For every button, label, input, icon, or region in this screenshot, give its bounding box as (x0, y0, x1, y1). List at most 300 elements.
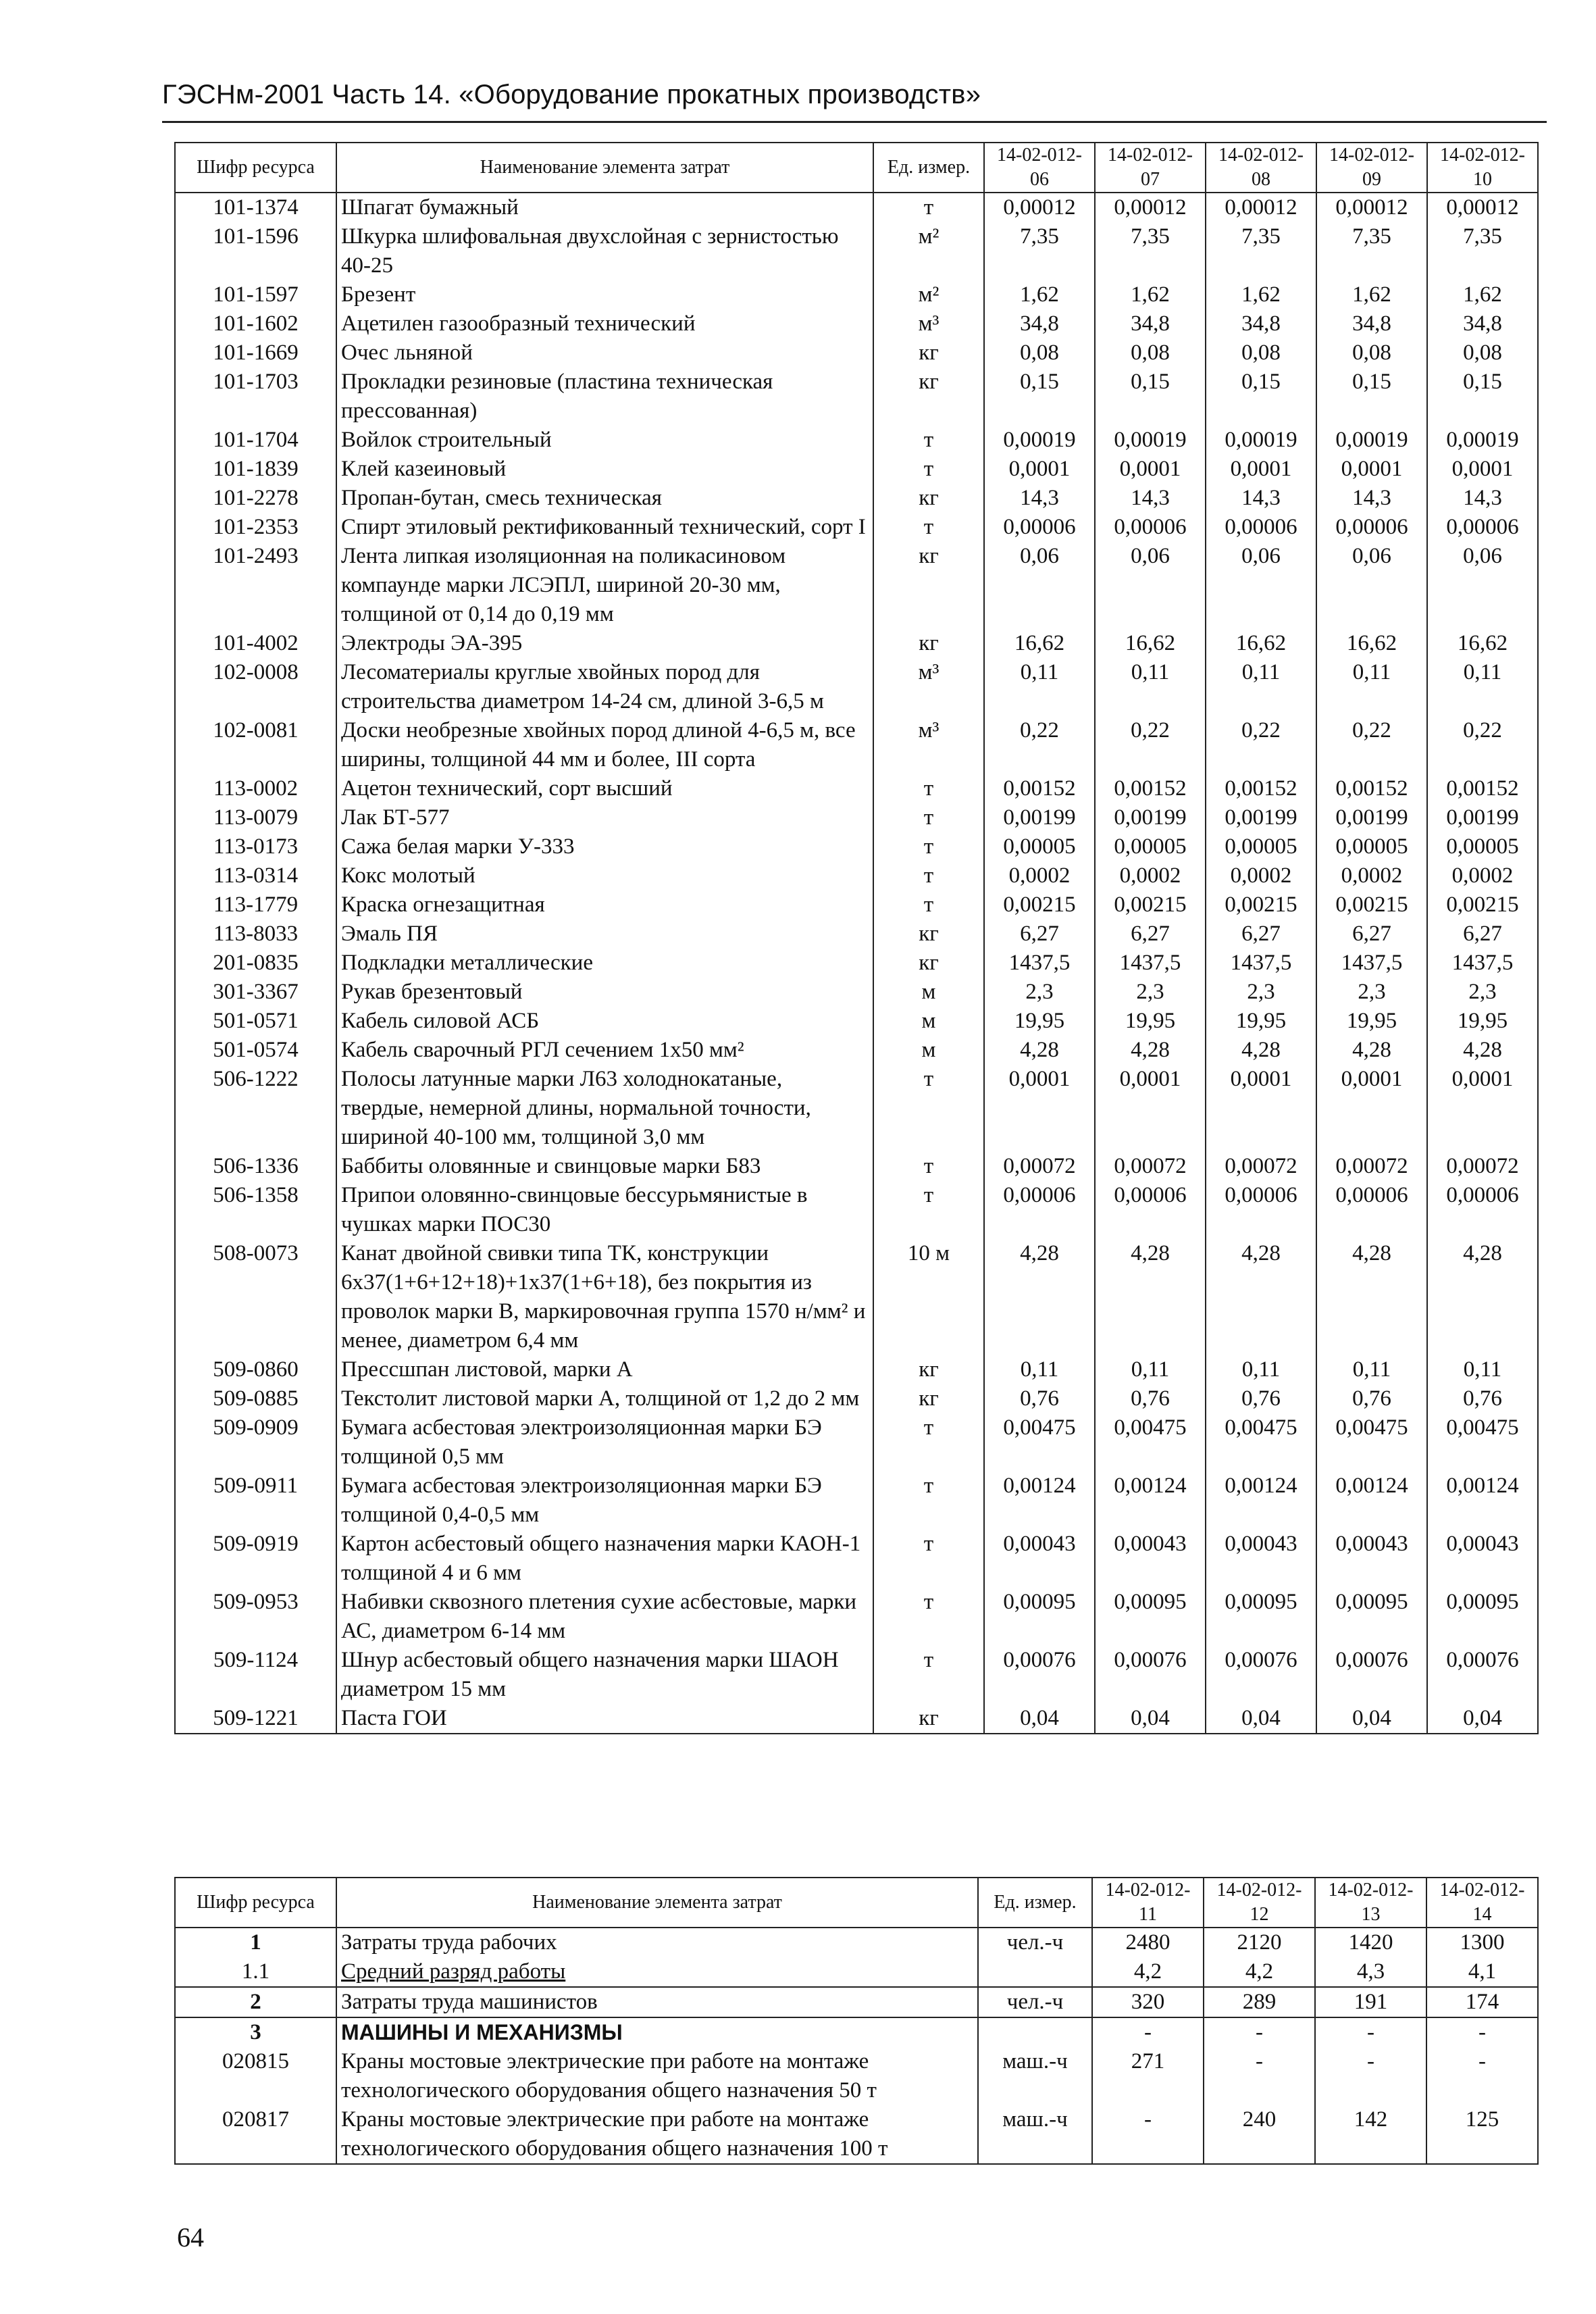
resource-code: 101-2278 (175, 484, 336, 513)
value-cell: 2,3 (1427, 978, 1538, 1007)
value-cell: 0,00072 (1427, 1152, 1538, 1181)
unit-cell: маш.-ч (978, 2047, 1092, 2105)
unit-cell: м (873, 1007, 984, 1036)
value-cell: 0,0001 (1206, 1065, 1316, 1152)
value-cell: 0,0002 (1206, 861, 1316, 890)
element-name: Баббиты оловянные и свинцовые марки Б83 (336, 1152, 873, 1181)
value-cell: 0,00215 (1316, 890, 1427, 920)
value-cell: 0,00152 (984, 774, 1095, 803)
unit-cell: чел.-ч (978, 1987, 1092, 2017)
element-name: Спирт этиловый ректификованный технический, сорт I (336, 513, 873, 542)
value-cell: 0,00095 (984, 1588, 1095, 1646)
table-row (175, 2047, 1538, 2105)
unit-cell: кг (873, 338, 984, 368)
value-cell: 0,00005 (984, 832, 1095, 861)
value-cell: 4,28 (1316, 1036, 1427, 1065)
resource-code: 101-1704 (175, 426, 336, 455)
value-cell: 0,08 (984, 338, 1095, 368)
resource-code: 102-0008 (175, 658, 336, 716)
value-cell: 1,62 (1206, 280, 1316, 309)
materials-table (174, 142, 1539, 1734)
value-cell: 0,11 (1206, 1355, 1316, 1384)
unit-cell: кг (873, 1384, 984, 1413)
value-cell: 16,62 (1427, 629, 1538, 658)
value-cell: 0,0002 (1095, 861, 1206, 890)
table-row (175, 368, 1538, 426)
value-cell: 4,1 (1426, 1957, 1538, 1987)
table-row (175, 1413, 1538, 1472)
unit-cell: кг (873, 629, 984, 658)
value-cell: 34,8 (1427, 309, 1538, 338)
value-cell: 0,11 (1316, 1355, 1427, 1384)
resource-code: 101-1597 (175, 280, 336, 309)
unit-cell: кг (873, 1355, 984, 1384)
element-name: Краска огнезащитная (336, 890, 873, 920)
element-name: Доски необрезные хвойных пород длиной 4-6,5 м, все ширины, толщиной 44 мм и более, III сорта (336, 716, 873, 774)
value-cell: 19,95 (1427, 1007, 1538, 1036)
value-cell: 34,8 (1095, 309, 1206, 338)
value-cell: 0,00043 (1206, 1530, 1316, 1588)
unit-cell: кг (873, 1704, 984, 1734)
value-cell: 0,06 (1095, 542, 1206, 629)
table-row (175, 1987, 1538, 2017)
table-row (175, 716, 1538, 774)
resource-code: 1 (175, 1928, 336, 1957)
value-cell: 0,00095 (1206, 1588, 1316, 1646)
table-row (175, 629, 1538, 658)
value-cell: 0,76 (1095, 1384, 1206, 1413)
value-cell: 0,00199 (984, 803, 1095, 832)
value-cell: 0,00043 (1095, 1530, 1206, 1588)
unit-cell: т (873, 513, 984, 542)
resource-code: 101-2493 (175, 542, 336, 629)
value-cell: 1437,5 (1316, 949, 1427, 978)
value-cell: 0,00076 (1316, 1646, 1427, 1704)
value-cell: 0,00095 (1095, 1588, 1206, 1646)
value-cell: 16,62 (984, 629, 1095, 658)
table-row (175, 338, 1538, 368)
table-row (175, 455, 1538, 484)
value-cell: 1420 (1315, 1928, 1426, 1957)
unit-cell: м² (873, 280, 984, 309)
element-name: Текстолит листовой марки А, толщиной от 1,2 до 2 мм (336, 1384, 873, 1413)
value-cell: 0,0001 (1316, 1065, 1427, 1152)
table-row (175, 2105, 1538, 2164)
value-cell: 0,76 (984, 1384, 1095, 1413)
value-cell: 0,00012 (1427, 193, 1538, 222)
value-cell: 14,3 (1095, 484, 1206, 513)
value-cell: - (1426, 2017, 1538, 2047)
resource-code: 101-1839 (175, 455, 336, 484)
resource-code: 101-1703 (175, 368, 336, 426)
value-cell: 0,00012 (984, 193, 1095, 222)
value-cell: 19,95 (1316, 1007, 1427, 1036)
value-cell: 4,28 (1095, 1239, 1206, 1355)
header-unit: Ед. измер. (978, 1878, 1092, 1928)
unit-cell: т (873, 1588, 984, 1646)
value-cell: 0,00124 (1095, 1472, 1206, 1530)
value-cell: 14,3 (1427, 484, 1538, 513)
value-cell: 19,95 (1206, 1007, 1316, 1036)
element-name: Прокладки резиновые (пластина техническая прессованная) (336, 368, 873, 426)
element-name: Очес льняной (336, 338, 873, 368)
value-cell: 0,00072 (1095, 1152, 1206, 1181)
value-cell: 0,15 (1427, 368, 1538, 426)
table-row (175, 1007, 1538, 1036)
table-header-row (175, 143, 1538, 193)
value-cell: 0,00019 (1095, 426, 1206, 455)
table-row (175, 890, 1538, 920)
resource-code: 509-0909 (175, 1413, 336, 1472)
value-cell: 0,06 (1427, 542, 1538, 629)
value-cell: 0,00475 (1427, 1413, 1538, 1472)
value-cell: 0,0001 (1095, 455, 1206, 484)
unit-cell: маш.-ч (978, 2105, 1092, 2164)
value-cell: 0,76 (1316, 1384, 1427, 1413)
value-cell: 174 (1426, 1987, 1538, 2017)
value-cell: 14,3 (1206, 484, 1316, 513)
value-cell: 0,00019 (1206, 426, 1316, 455)
value-cell: 0,00475 (1206, 1413, 1316, 1472)
value-cell: 0,11 (1427, 1355, 1538, 1384)
unit-cell: м³ (873, 658, 984, 716)
table-row (175, 1928, 1538, 1957)
unit-cell: т (873, 774, 984, 803)
value-cell: 0,06 (1206, 542, 1316, 629)
value-cell: 34,8 (984, 309, 1095, 338)
table-row (175, 1704, 1538, 1734)
resource-code: 113-0173 (175, 832, 336, 861)
table-row (175, 861, 1538, 890)
value-cell: 7,35 (1095, 222, 1206, 280)
element-name: Бумага асбестовая электроизоляционная марки БЭ толщиной 0,5 мм (336, 1413, 873, 1472)
value-cell: 0,00076 (984, 1646, 1095, 1704)
value-cell: 320 (1092, 1987, 1204, 2017)
element-name: Затраты труда машинистов (336, 1987, 978, 2017)
table-row (175, 484, 1538, 513)
element-name: Рукав брезентовый (336, 978, 873, 1007)
value-cell: 240 (1204, 2105, 1315, 2164)
value-cell: - (1204, 2047, 1315, 2105)
value-cell: 0,15 (1095, 368, 1206, 426)
resource-code: 020815 (175, 2047, 336, 2105)
value-cell: 0,00215 (1095, 890, 1206, 920)
value-cell: 1437,5 (1206, 949, 1316, 978)
resource-code: 113-0079 (175, 803, 336, 832)
value-cell: 2,3 (984, 978, 1095, 1007)
table-header-row (175, 1878, 1538, 1928)
resource-code: 509-0953 (175, 1588, 336, 1646)
header-code: Шифр ресурса (175, 143, 336, 193)
value-cell: 4,28 (984, 1036, 1095, 1065)
value-cell: 4,28 (1206, 1239, 1316, 1355)
value-cell: 14,3 (984, 484, 1095, 513)
header-col: 14-02-012-12 (1204, 1878, 1315, 1928)
element-name: Канат двойной свивки типа ТК, конструкции 6х37(1+6+12+18)+1х37(1+6+18), без покрытия из проволок марки В, маркировочная группа 1570 н/мм² и менее, диаметром 6,4 мм (336, 1239, 873, 1355)
resource-code: 101-1374 (175, 193, 336, 222)
table-row (175, 978, 1538, 1007)
value-cell: 0,00072 (1206, 1152, 1316, 1181)
table-row (175, 426, 1538, 455)
unit-cell: т (873, 1472, 984, 1530)
unit-cell (978, 2017, 1092, 2047)
value-cell: 0,00076 (1427, 1646, 1538, 1704)
resource-code: 506-1358 (175, 1181, 336, 1239)
value-cell: 0,0001 (1095, 1065, 1206, 1152)
table-row (175, 832, 1538, 861)
value-cell: 0,00124 (1427, 1472, 1538, 1530)
value-cell: 1300 (1426, 1928, 1538, 1957)
value-cell: 0,00124 (984, 1472, 1095, 1530)
value-cell: 0,00006 (1427, 513, 1538, 542)
value-cell: 0,00006 (984, 513, 1095, 542)
resource-code: 020817 (175, 2105, 336, 2164)
element-name: Краны мостовые электрические при работе на монтаже технологического оборудования общего назначения 100 т (336, 2105, 978, 2164)
table-row (175, 1065, 1538, 1152)
unit-cell: м (873, 1036, 984, 1065)
value-cell: 0,00199 (1095, 803, 1206, 832)
value-cell: 0,00076 (1095, 1646, 1206, 1704)
value-cell: - (1204, 2017, 1315, 2047)
value-cell: 1,62 (1427, 280, 1538, 309)
element-name: Кокс молотый (336, 861, 873, 890)
value-cell: 0,00012 (1095, 193, 1206, 222)
element-name: Эмаль ПЯ (336, 920, 873, 949)
element-name: Набивки сквозного плетения сухие асбестовые, марки АС, диаметром 6-14 мм (336, 1588, 873, 1646)
value-cell: 0,00043 (984, 1530, 1095, 1588)
unit-cell: т (873, 1646, 984, 1704)
unit-cell: т (873, 803, 984, 832)
value-cell: - (1315, 2017, 1426, 2047)
value-cell: 0,08 (1427, 338, 1538, 368)
element-name: Электроды ЭА-395 (336, 629, 873, 658)
value-cell: 1437,5 (984, 949, 1095, 978)
value-cell: 0,11 (1427, 658, 1538, 716)
resource-code: 113-0002 (175, 774, 336, 803)
value-cell: 0,00005 (1427, 832, 1538, 861)
value-cell: 0,0001 (1316, 455, 1427, 484)
value-cell: 1437,5 (1427, 949, 1538, 978)
value-cell: 0,00019 (984, 426, 1095, 455)
value-cell: 1437,5 (1095, 949, 1206, 978)
unit-cell: т (873, 1413, 984, 1472)
value-cell: 0,00199 (1206, 803, 1316, 832)
unit-cell: кг (873, 949, 984, 978)
table-row (175, 222, 1538, 280)
resource-code: 509-0919 (175, 1530, 336, 1588)
unit-cell: т (873, 861, 984, 890)
page-header (162, 80, 1547, 123)
unit-cell: м² (873, 222, 984, 280)
value-cell: 0,15 (1206, 368, 1316, 426)
value-cell: 0,11 (1095, 1355, 1206, 1384)
element-name: Лесоматериалы круглые хвойных пород для строительства диаметром 14-24 см, длиной 3-6,5 м (336, 658, 873, 716)
value-cell: 0,0002 (1316, 861, 1427, 890)
resource-code: 102-0081 (175, 716, 336, 774)
value-cell: 6,27 (1427, 920, 1538, 949)
value-cell: 4,2 (1204, 1957, 1315, 1987)
unit-cell: т (873, 1530, 984, 1588)
resource-code: 508-0073 (175, 1239, 336, 1355)
table-row (175, 280, 1538, 309)
unit-cell: т (873, 1065, 984, 1152)
value-cell: 125 (1426, 2105, 1538, 2164)
element-name: Ацетилен газообразный технический (336, 309, 873, 338)
table-row (175, 513, 1538, 542)
value-cell: 0,00152 (1095, 774, 1206, 803)
element-name: Паста ГОИ (336, 1704, 873, 1734)
table-row (175, 1472, 1538, 1530)
element-name: Затраты труда рабочих (336, 1928, 978, 1957)
header-col: 14-02-012-14 (1426, 1878, 1538, 1928)
value-cell: - (1092, 2105, 1204, 2164)
value-cell: 0,00215 (1206, 890, 1316, 920)
table-row (175, 1588, 1538, 1646)
table-row (175, 1239, 1538, 1355)
element-name: Лента липкая изоляционная на поликасиновом компаунде марки ЛСЭПЛ, шириной 20-30 мм, толщиной от 0,14 до 0,19 мм (336, 542, 873, 629)
value-cell: 6,27 (1316, 920, 1427, 949)
value-cell: 2,3 (1206, 978, 1316, 1007)
value-cell: 0,00006 (1206, 513, 1316, 542)
value-cell: 1,62 (1095, 280, 1206, 309)
element-name: Шнур асбестовый общего назначения марки ШАОН диаметром 15 мм (336, 1646, 873, 1704)
value-cell: 0,00152 (1206, 774, 1316, 803)
value-cell: 16,62 (1095, 629, 1206, 658)
value-cell: 0,22 (1095, 716, 1206, 774)
value-cell: 0,00006 (1427, 1181, 1538, 1239)
element-name: Ацетон технический, сорт высший (336, 774, 873, 803)
value-cell: 0,0002 (1427, 861, 1538, 890)
value-cell: 6,27 (984, 920, 1095, 949)
value-cell: 4,28 (1095, 1036, 1206, 1065)
value-cell: 0,08 (1095, 338, 1206, 368)
unit-cell: т (873, 1152, 984, 1181)
element-name: Припои оловянно-свинцовые бессурьмянистые в чушках марки ПОС30 (336, 1181, 873, 1239)
table-row (175, 949, 1538, 978)
resource-code: 509-0860 (175, 1355, 336, 1384)
value-cell: 0,00475 (1316, 1413, 1427, 1472)
value-cell: - (1426, 2047, 1538, 2105)
element-name: Краны мостовые электрические при работе на монтаже технологического оборудования общего назначения 50 т (336, 2047, 978, 2105)
resource-code: 101-2353 (175, 513, 336, 542)
table-row (175, 1646, 1538, 1704)
value-cell: 2480 (1092, 1928, 1204, 1957)
resource-code: 501-0571 (175, 1007, 336, 1036)
value-cell: 0,00475 (984, 1413, 1095, 1472)
value-cell: 0,04 (1206, 1704, 1316, 1734)
value-cell: 2,3 (1316, 978, 1427, 1007)
value-cell: 2120 (1204, 1928, 1315, 1957)
value-cell: 0,0001 (1427, 1065, 1538, 1152)
value-cell: 16,62 (1316, 629, 1427, 658)
table-row (175, 193, 1538, 222)
value-cell: 34,8 (1316, 309, 1427, 338)
element-name: Шпагат бумажный (336, 193, 873, 222)
resource-code: 301-3367 (175, 978, 336, 1007)
table-row (175, 1152, 1538, 1181)
element-name: Войлок строительный (336, 426, 873, 455)
resource-code: 113-0314 (175, 861, 336, 890)
header-col: 14-02-012-09 (1316, 143, 1427, 193)
table-row (175, 920, 1538, 949)
table-row (175, 803, 1538, 832)
value-cell: - (1315, 2047, 1426, 2105)
value-cell: 0,00043 (1427, 1530, 1538, 1588)
value-cell: 19,95 (984, 1007, 1095, 1036)
unit-cell: м³ (873, 716, 984, 774)
table-row (175, 1036, 1538, 1065)
resource-code: 3 (175, 2017, 336, 2047)
unit-cell: т (873, 455, 984, 484)
value-cell: 0,00005 (1316, 832, 1427, 861)
value-cell: 0,00124 (1316, 1472, 1427, 1530)
resource-code: 509-0911 (175, 1472, 336, 1530)
value-cell: 0,00019 (1316, 426, 1427, 455)
element-name: Сажа белая марки У-333 (336, 832, 873, 861)
value-cell: 0,15 (984, 368, 1095, 426)
resource-code: 501-0574 (175, 1036, 336, 1065)
element-name: Брезент (336, 280, 873, 309)
value-cell: 7,35 (1206, 222, 1316, 280)
element-name: Средний разряд работы (336, 1957, 978, 1987)
unit-cell: т (873, 832, 984, 861)
value-cell: 0,00199 (1427, 803, 1538, 832)
resource-code: 101-1602 (175, 309, 336, 338)
header-col: 14-02-012-11 (1092, 1878, 1204, 1928)
value-cell: 0,00019 (1427, 426, 1538, 455)
page-title: ГЭСНм-2001 Часть 14. «Оборудование прокатных производств» (162, 80, 981, 109)
value-cell: 0,00005 (1095, 832, 1206, 861)
resource-code: 509-1124 (175, 1646, 336, 1704)
element-name: Подкладки металлические (336, 949, 873, 978)
unit-cell: кг (873, 368, 984, 426)
table-row (175, 1957, 1538, 1987)
value-cell: 0,00152 (1316, 774, 1427, 803)
value-cell: 0,22 (984, 716, 1095, 774)
value-cell: 7,35 (984, 222, 1095, 280)
value-cell: 0,00475 (1095, 1413, 1206, 1472)
unit-cell: т (873, 1181, 984, 1239)
value-cell: 0,00006 (1095, 1181, 1206, 1239)
page-number: 64 (177, 2222, 204, 2253)
resource-code: 506-1336 (175, 1152, 336, 1181)
value-cell: 271 (1092, 2047, 1204, 2105)
value-cell: 0,00215 (1427, 890, 1538, 920)
value-cell: 0,00006 (1316, 1181, 1427, 1239)
resource-code: 1.1 (175, 1957, 336, 1987)
value-cell: 0,00005 (1206, 832, 1316, 861)
value-cell: 0,22 (1427, 716, 1538, 774)
table-row (175, 2017, 1538, 2047)
unit-cell: м³ (873, 309, 984, 338)
value-cell: 0,11 (1316, 658, 1427, 716)
value-cell: 0,00152 (1427, 774, 1538, 803)
header-col: 14-02-012-08 (1206, 143, 1316, 193)
value-cell: 0,11 (984, 1355, 1095, 1384)
resource-code: 2 (175, 1987, 336, 2017)
element-name: Прессшпан листовой, марки А (336, 1355, 873, 1384)
value-cell: 0,04 (1095, 1704, 1206, 1734)
unit-cell (978, 1957, 1092, 1987)
value-cell: 0,22 (1316, 716, 1427, 774)
element-name: Лак БТ-577 (336, 803, 873, 832)
unit-cell: кг (873, 920, 984, 949)
value-cell: - (1092, 2017, 1204, 2047)
unit-cell: м (873, 978, 984, 1007)
unit-cell: т (873, 426, 984, 455)
value-cell: 7,35 (1316, 222, 1427, 280)
value-cell: 0,0001 (984, 1065, 1095, 1152)
